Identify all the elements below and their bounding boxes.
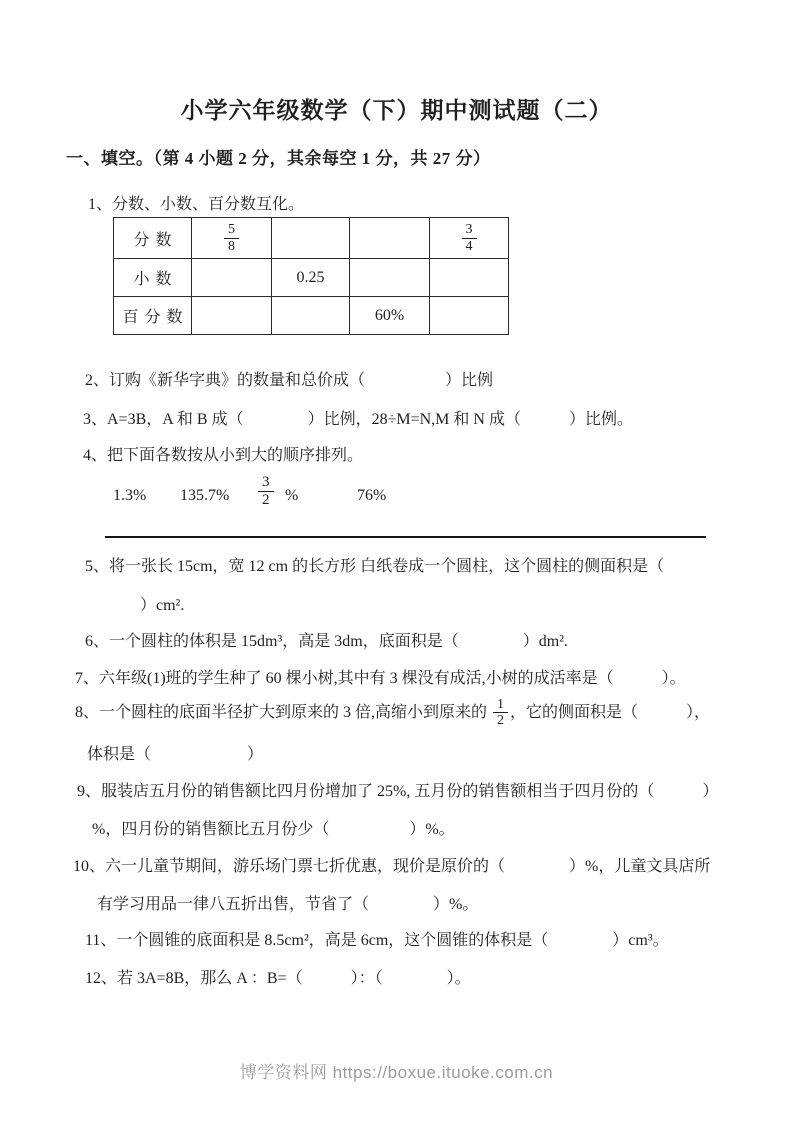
question-9-line1: 9、服装店五月份的销售额比四月份增加了 25%, 五月份的销售额相当于四月份的（ ） (77, 783, 719, 800)
empty-cell (430, 259, 509, 297)
ordering-number-4: 76% (357, 487, 387, 504)
conversion-table (113, 217, 509, 335)
cell-fraction-5-8 (192, 218, 272, 259)
row-label-decimal: 小数 (114, 259, 192, 297)
fraction-5-8 (224, 222, 239, 254)
question-12-text: 12、若 3A=8B，那么 A ：B=（ ）：（ ）。 (85, 970, 471, 987)
fraction-denominator: 2 (497, 713, 505, 729)
table-row-fraction (114, 218, 509, 259)
fraction-3-4 (462, 222, 477, 254)
empty-cell (192, 259, 272, 297)
row-label-fraction: 分数 (114, 218, 192, 259)
table-row-decimal (114, 259, 509, 297)
question-5-line1: 5、将一张长 15cm，宽 12 cm 的长方形 白纸卷成一个圆柱，这个圆柱的侧面积是（ (85, 558, 665, 575)
fraction-numerator: 3 (462, 222, 477, 238)
section-heading: 一、填空。（第 4 小题 2 分，其余每空 1 分，共 27 分） (66, 149, 491, 168)
fraction-denominator: 4 (465, 238, 473, 254)
fraction-numerator: 5 (224, 222, 239, 238)
question-4-text: 4、把下面各数按从小到大的顺序排列。 (83, 447, 364, 464)
question-1-text: 1、分数、小数、百分数互化。 (88, 196, 305, 213)
footer-watermark: 博学资料网 https://boxue.ituoke.com.cn (239, 1063, 554, 1082)
answer-line (105, 536, 706, 538)
percent-sign: % (285, 487, 299, 504)
question-8-line2: 体积是（ ） (87, 746, 264, 763)
fraction-denominator: 2 (262, 491, 270, 508)
question-8-pre: 8、一个圆柱的底面半径扩大到原来的 3 倍,高缩小到原来的 (75, 703, 492, 721)
fraction-1-2 (493, 697, 508, 729)
row-label-percent: 百分数 (114, 297, 192, 335)
cell-fraction-3-4 (430, 218, 509, 259)
fraction-numerator: 1 (493, 697, 508, 713)
empty-cell (192, 297, 272, 335)
question-9-line2: %，四月份的销售额比五月份少（ ）%。 (92, 821, 455, 838)
question-2-text: 2、订购《新华字典》的数量和总价成（ ）比例 (85, 372, 494, 389)
empty-cell (272, 218, 350, 259)
empty-cell (350, 218, 430, 259)
fraction-denominator: 8 (228, 238, 235, 254)
question-11-text: 11、一个圆锥的底面积是 8.5cm²，高是 6cm，这个圆锥的体积是（ ）cm³。 (85, 932, 669, 949)
fraction-3-2 (258, 474, 274, 508)
empty-cell (430, 297, 509, 335)
ordering-number-2: 135.7% (180, 487, 230, 504)
question-8-post: ，它的侧面积是（ ）， (510, 703, 711, 721)
fraction-numerator: 3 (258, 474, 274, 492)
question-10-line2: 有学习用品一律八五折出售，节省了（ ）%。 (97, 896, 479, 913)
question-7-text: 7、六年级(1)班的学生种了 60 棵小树,其中有 3 棵没有成活,小树的成活率是（ ）。 (75, 670, 686, 687)
empty-cell (350, 259, 430, 297)
page-title: 小学六年级数学（下）期中测试题（二） (180, 98, 613, 123)
table-row-percent (114, 297, 509, 335)
empty-cell (272, 297, 350, 335)
cell-decimal-value: 0.25 (272, 259, 350, 297)
question-8-line1 (75, 697, 710, 729)
question-10-line1: 10、六一儿童节期间，游乐场门票七折优惠，现价是原价的（ ）%，儿童文具店所 (73, 858, 711, 875)
ordering-number-1: 1.3% (113, 487, 147, 504)
cell-percent-value: 60% (350, 297, 430, 335)
question-6-text: 6、一个圆柱的体积是 15dm³，高是 3dm，底面积是（ ）dm². (85, 633, 568, 650)
question-5-line2: ）cm². (140, 597, 185, 614)
question-3-text: 3、A=3B，A 和 B 成（ ）比例，28÷M=N,M 和 N 成（ ）比例。 (83, 411, 633, 428)
